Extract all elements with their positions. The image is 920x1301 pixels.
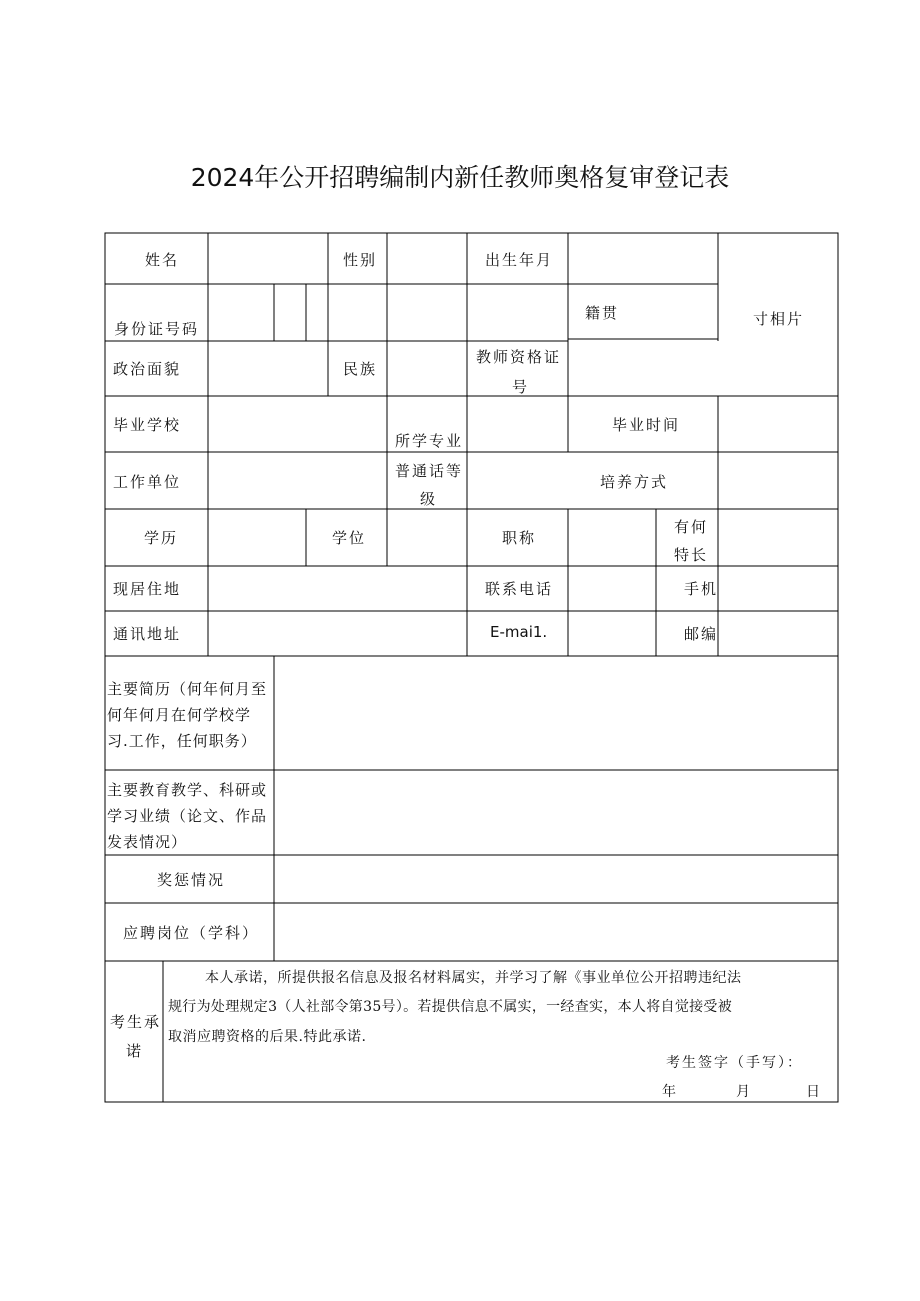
label-training: 培养方式: [600, 473, 669, 491]
mobile-field[interactable]: [720, 568, 836, 609]
signature-label: 考生签字（手写）：: [666, 1055, 803, 1071]
major-field[interactable]: [469, 398, 566, 450]
label-grad-time: 毕业时间: [612, 416, 681, 434]
label-ethnicity: 民族: [343, 360, 378, 378]
label-education: 学历: [144, 529, 179, 547]
label-teacher-cert-cont: 号: [512, 378, 530, 396]
date-month: 月: [736, 1084, 752, 1100]
resume-field[interactable]: [276, 658, 836, 768]
label-achievements: 主要教育教学、科研或 学习业绩（论文、作品 发表情况）: [107, 781, 268, 851]
photo-placeholder: 寸相片: [753, 310, 805, 328]
date-year: 年: [662, 1084, 678, 1100]
id-number-field[interactable]: [210, 286, 466, 339]
pledge-text-line1: 本人承诺，所提供报名信息及报名材料属实，并学习了解《事业单位公开招聘违纪法: [205, 970, 742, 986]
label-degree: 学位: [332, 529, 367, 547]
label-pledge-cont: 诺: [126, 1042, 144, 1060]
phone-field[interactable]: [570, 568, 654, 609]
label-gender: 性别: [343, 251, 378, 269]
label-postcode: 邮编: [684, 625, 719, 643]
label-email: E-mai1.: [490, 623, 548, 641]
label-phone: 联系电话: [485, 580, 554, 598]
label-employer: 工作单位: [113, 473, 182, 491]
address-field[interactable]: [210, 613, 465, 654]
education-field[interactable]: [210, 511, 304, 564]
gender-field[interactable]: [389, 235, 465, 282]
birth-field[interactable]: [570, 235, 716, 282]
label-mandarin-cont: 级: [420, 490, 438, 508]
name-field[interactable]: [210, 235, 326, 282]
page-title: 2024年公开招聘编制内新任教师奥格复审登记表: [190, 163, 730, 192]
ethnicity-field[interactable]: [389, 343, 465, 394]
native-place-field[interactable]: [469, 286, 566, 339]
postcode-field[interactable]: [720, 613, 836, 654]
photo-box[interactable]: [720, 235, 836, 339]
degree-field[interactable]: [389, 511, 465, 564]
label-pledge: 考生承: [110, 1013, 162, 1031]
title-field[interactable]: [570, 511, 654, 564]
label-native-place: 籍贯: [585, 304, 620, 322]
position-field[interactable]: [276, 905, 836, 959]
email-field[interactable]: [570, 613, 654, 654]
pledge-text-line3: 取消应聘资格的后果.特此承诺.: [168, 1029, 367, 1045]
label-major: 所学专业: [395, 432, 464, 450]
label-specialty: 有何: [674, 518, 709, 536]
label-specialty-cont: 特长: [674, 546, 709, 564]
teacher-cert-field[interactable]: [570, 343, 716, 394]
label-political: 政治面貌: [113, 360, 182, 378]
pledge-text-line2: 规行为处理规定3（人社部令第35号）。若提供信息不属实，一经查实，本人将自觉接受被: [168, 999, 733, 1015]
awards-field[interactable]: [276, 857, 836, 901]
label-position: 应聘岗位（学科）: [123, 924, 260, 942]
label-id-number: 身份证号码: [114, 320, 200, 338]
specialty-field[interactable]: [720, 511, 836, 564]
date-day: 日: [806, 1084, 822, 1100]
mandarin-field[interactable]: [469, 454, 566, 507]
label-teacher-cert: 教师资格证: [476, 348, 562, 366]
label-mobile: 手机: [684, 580, 719, 598]
training-field[interactable]: [720, 454, 836, 507]
achievements-field[interactable]: [276, 772, 836, 853]
employer-field[interactable]: [210, 454, 385, 507]
label-school: 毕业学校: [113, 416, 182, 434]
school-field[interactable]: [210, 398, 385, 450]
label-mandarin: 普通话等: [395, 462, 464, 480]
label-title: 职称: [502, 529, 537, 547]
residence-field[interactable]: [210, 568, 465, 609]
grad-time-field[interactable]: [720, 398, 836, 450]
label-awards: 奖惩情况: [157, 871, 226, 889]
label-birth: 出生年月: [485, 251, 554, 269]
label-residence: 现居住地: [113, 580, 182, 598]
label-address: 通讯地址: [113, 625, 182, 643]
label-resume: 主要简历（何年何月至 何年何月在何学校学 习.工作，任何职务）: [107, 680, 268, 750]
label-name: 姓名: [145, 251, 180, 269]
political-field[interactable]: [210, 343, 326, 394]
